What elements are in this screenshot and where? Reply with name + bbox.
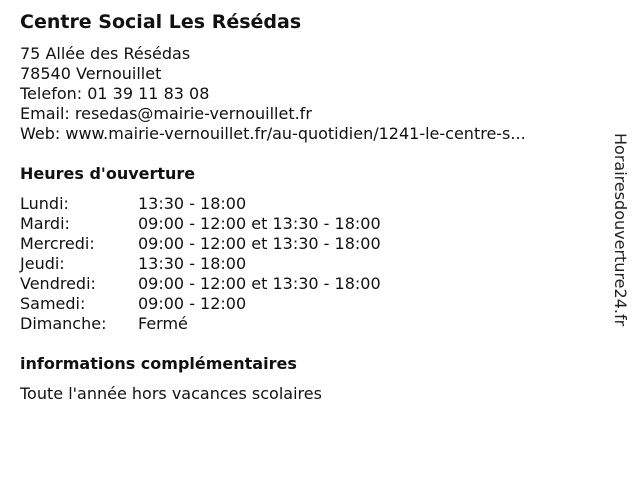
time-range: 09:00 - 12:00 [138,294,247,313]
hours-row-thursday [20,254,381,274]
time-range: 09:00 - 12:00 et 13:30 - 18:00 [138,274,381,293]
phone-line: Telefon: 01 39 11 83 08 [20,84,210,103]
hours-row-saturday [20,294,381,314]
watermark [604,133,634,373]
day-label: Mardi: [20,214,70,233]
email-line: Email: resedas@mairie-vernouillet.fr [20,104,312,123]
hours-heading: Heures d'ouverture [20,164,196,183]
hours-row-monday [20,194,381,214]
address-block [20,44,600,144]
watermark-text: Horairesdouverture24.fr [611,133,630,327]
venue-title: Centre Social Les Résédas [20,11,302,33]
hours-row-wednesday [20,234,381,254]
time-range: 09:00 - 12:00 et 13:30 - 18:00 [138,234,381,253]
opening-hours-table [20,194,381,334]
day-label: Jeudi: [20,254,65,273]
additional-info-text: Toute l'année hors vacances scolaires [20,384,322,403]
day-label: Mercredi: [20,234,95,253]
hours-row-friday [20,274,381,294]
hours-row-sunday [20,314,381,334]
website-line: Web: www.mairie-vernouillet.fr/au-quotidien/1241-le-centre-s... [20,124,526,143]
day-label: Vendredi: [20,274,96,293]
time-range: Fermé [138,314,188,333]
street-address: 75 Allée des Résédas [20,44,191,63]
time-range: 13:30 - 18:00 [138,194,247,213]
day-label: Samedi: [20,294,86,313]
time-range: 09:00 - 12:00 et 13:30 - 18:00 [138,214,381,233]
time-range: 13:30 - 18:00 [138,254,247,273]
additional-info-heading: informations complémentaires [20,354,297,373]
day-label: Dimanche: [20,314,107,333]
hours-row-tuesday [20,214,381,234]
day-label: Lundi: [20,194,69,213]
city-postal-code: 78540 Vernouillet [20,64,162,83]
